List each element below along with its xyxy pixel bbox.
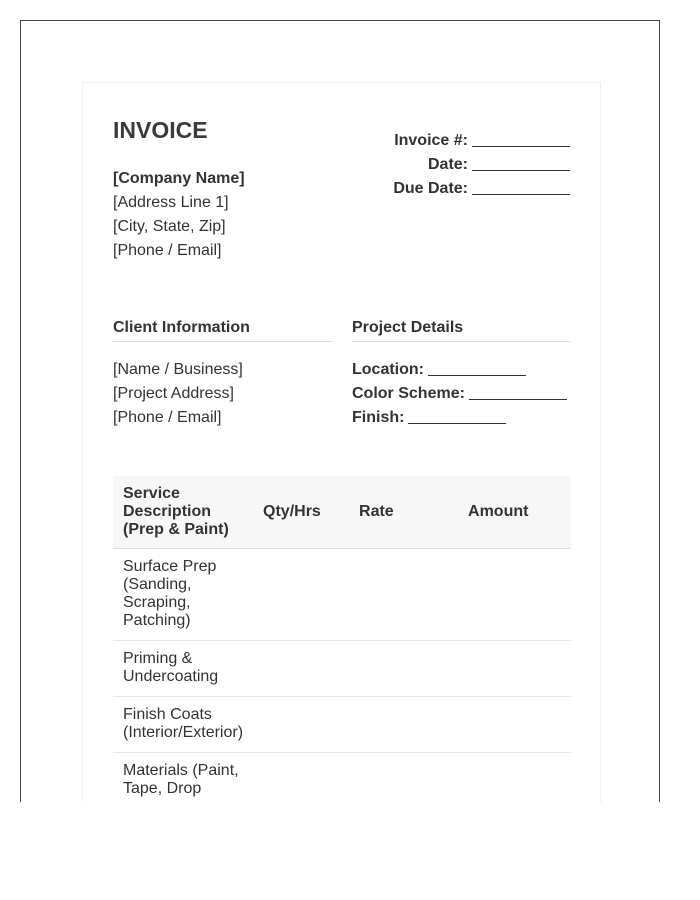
color-scheme-label: Color Scheme:	[352, 385, 465, 402]
table-header-row	[113, 476, 571, 549]
finish-row	[352, 406, 567, 430]
due-date-blank	[472, 178, 570, 195]
row-rate	[349, 753, 458, 803]
client-contact-line: [Phone / Email]	[113, 409, 222, 426]
header-service-description: Service Description (Prep & Paint)	[113, 476, 253, 549]
header-qty-hrs: Qty/Hrs	[253, 476, 349, 549]
client-address-line: [Project Address]	[113, 385, 234, 402]
client-info-block	[113, 358, 243, 430]
company-contact-line: [Phone / Email]	[113, 242, 222, 259]
finish-label: Finish:	[352, 409, 405, 426]
color-scheme-blank	[469, 383, 567, 400]
date-label: Date:	[427, 156, 468, 173]
row-amount	[458, 641, 571, 697]
location-row	[352, 358, 567, 382]
row-rate	[349, 641, 458, 697]
invoice-sheet	[82, 82, 601, 802]
row-amount	[458, 549, 571, 641]
table-row	[113, 697, 571, 753]
row-amount	[458, 753, 571, 803]
row-description: Surface Prep (Sanding, Scraping, Patching)	[113, 549, 253, 641]
row-qty	[253, 641, 349, 697]
invoice-number-row	[393, 129, 570, 153]
company-name: [Company Name]	[113, 170, 245, 187]
invoice-title: INVOICE	[113, 117, 208, 143]
client-info-heading: Client Information	[113, 319, 332, 342]
header-rate: Rate	[349, 476, 458, 549]
row-description: Materials (Paint, Tape, Drop	[113, 753, 253, 803]
document-frame	[20, 20, 660, 802]
date-row	[393, 153, 570, 177]
color-scheme-row	[352, 382, 567, 406]
table-row	[113, 641, 571, 697]
invoice-meta	[393, 129, 570, 201]
company-city-line: [City, State, Zip]	[113, 218, 226, 235]
location-label: Location:	[352, 361, 424, 378]
services-table	[113, 476, 571, 802]
invoice-number-label: Invoice #:	[394, 132, 468, 149]
due-date-row	[393, 177, 570, 201]
row-description: Finish Coats (Interior/Exterior)	[113, 697, 253, 753]
location-blank	[428, 359, 526, 376]
company-address-line: [Address Line 1]	[113, 194, 229, 211]
row-qty	[253, 549, 349, 641]
project-details-heading: Project Details	[352, 319, 571, 342]
row-description: Priming & Undercoating	[113, 641, 253, 697]
row-rate	[349, 697, 458, 753]
due-date-label: Due Date:	[393, 180, 468, 197]
table-row	[113, 549, 571, 641]
date-blank	[472, 154, 570, 171]
finish-blank	[408, 407, 506, 424]
row-rate	[349, 549, 458, 641]
row-qty	[253, 753, 349, 803]
header-amount: Amount	[458, 476, 571, 549]
company-block	[113, 167, 245, 263]
client-name-line: [Name / Business]	[113, 361, 243, 378]
project-details-block	[352, 358, 567, 430]
invoice-number-blank	[472, 130, 570, 147]
table-row	[113, 753, 571, 803]
row-qty	[253, 697, 349, 753]
row-amount	[458, 697, 571, 753]
